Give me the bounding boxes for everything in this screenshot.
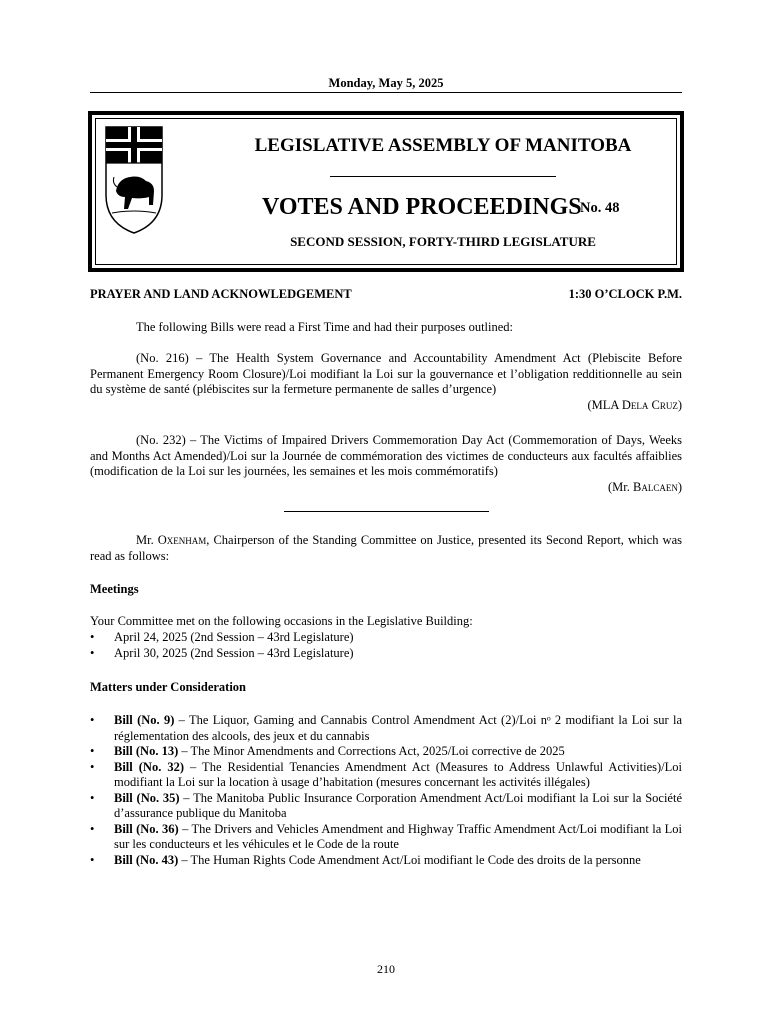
bill-number: Bill (No. 9) <box>114 713 175 727</box>
bill-number: Bill (No. 35) <box>114 790 180 805</box>
section-separator <box>284 511 489 512</box>
sponsor-prefix: (MLA <box>587 397 622 412</box>
meetings-heading: Meetings <box>90 582 139 596</box>
list-item: • Bill (No. 32) – The Residential Tenancies Amendment Act (Measures to Address Unlawful Activities)/Loi modifiant la Loi sur la location à usage d’habitation (mesures concernant les activités illégales) <box>90 759 683 789</box>
chairperson-name: Oxenham <box>157 533 207 547</box>
report-prefix: Mr. <box>136 533 158 547</box>
bill-title: – The Manitoba Public Insurance Corporation Amendment Act/Loi modifiant la Loi sur la Société d’assurance publique du Manitoba <box>114 790 682 820</box>
bill-number: Bill (No. 43) <box>114 852 179 867</box>
bill-text: (No. 232) – The Victims of Impaired Drivers Commemoration Day Act (Commemoration of Days, Weeks and Months Act Amended)/Loi sur la Journée de commémoration des victimes de conducteurs aux facultés affaiblies (modification de la Loi sur les journées, les semaines et les mois commémoratifs) <box>90 433 682 478</box>
bill-sponsor <box>90 480 682 496</box>
page-number: 210 <box>377 962 395 976</box>
bill-number: Bill (No. 32) <box>114 759 185 774</box>
sponsor-prefix: (Mr. <box>607 479 633 494</box>
bill-title: – The Minor Amendments and Corrections Act, 2025/Loi corrective de 2025 <box>178 744 565 758</box>
list-item: • Bill (No. 43) – The Human Rights Code Amendment Act/Loi modifiant le Code des droits de la personne <box>90 852 641 867</box>
list-item: • April 30, 2025 (2nd Session – 43rd Legislature) <box>90 645 354 660</box>
issue-number: No. 48 <box>580 200 620 216</box>
sitting-time: 1:30 O’CLOCK P.M. <box>568 287 682 301</box>
sponsor-suffix: ) <box>677 397 682 412</box>
session-label: SECOND SESSION, FORTY-THIRD LEGISLATURE <box>290 234 596 249</box>
list-item: • April 24, 2025 (2nd Session – 43rd Legislature) <box>90 630 354 644</box>
bill-title: – The Human Rights Code Amendment Act/Loi modifiant le Code des droits de la personne <box>178 852 641 867</box>
page-date: Monday, May 5, 2025 <box>328 76 444 90</box>
sponsor-name: Balcaen <box>632 479 678 494</box>
list-item: • Bill (No. 13) – The Minor Amendments and Corrections Act, 2025/Loi corrective de 2025 <box>90 744 565 758</box>
list-item: • Bill (No. 36) – The Drivers and Vehicles Amendment and Highway Traffic Amendment Act/Loi modifiant la Loi sur les conducteurs et les véhicules et le Code de la route <box>90 821 682 851</box>
report-text: , Chairperson of the Standing Committee on Justice, presented its Second Report, which was read as follows: <box>90 533 683 563</box>
date-rule <box>90 92 682 93</box>
bill-text: (No. 216) – The Health System Governance and Accountability Amendment Act (Plebiscite Before Permanent Emergency Room Closure)/Loi modifiant la Loi sur la gouvernance et l’obligation redditionnelle au sein du système de santé (plébiscites sur la fermeture permanente de salles d’urgence) <box>90 351 682 396</box>
matters-list <box>90 713 682 868</box>
title-rule <box>330 176 556 177</box>
matters-heading: Matters under Consideration <box>90 680 247 694</box>
bill-entry <box>90 351 682 413</box>
committee-report-intro <box>90 533 682 564</box>
coat-of-arms-icon <box>104 125 164 235</box>
assembly-title: LEGISLATIVE ASSEMBLY OF MANITOBA <box>254 135 632 156</box>
meetings-list <box>90 630 682 661</box>
list-item: • Bill (No. 35) – The Manitoba Public Insurance Corporation Amendment Act/Loi modifiant la Loi sur la Société d’assurance publique du Manitoba <box>90 790 682 820</box>
sponsor-name: Dela Cruz <box>621 397 678 412</box>
bill-title: – The Drivers and Vehicles Amendment and Highway Traffic Amendment Act/Loi modifiant la Loi sur les conducteurs et les véhicules et le Code de la route <box>114 821 682 851</box>
bill-number: Bill (No. 36) <box>114 821 179 836</box>
meeting-date: April 24, 2025 (2nd Session – 43rd Legislature) <box>114 630 354 644</box>
first-reading-intro: The following Bills were read a First Time and had their purposes outlined: <box>136 320 514 334</box>
meeting-date: April 30, 2025 (2nd Session – 43rd Legislature) <box>114 645 354 660</box>
bill-title: – The Liquor, Gaming and Cannabis Control Amendment Act (2)/Loi nᵒ 2 modifiant la Loi sur la réglementation des alcools, des jeux et du cannabis <box>114 713 683 743</box>
sponsor-suffix: ) <box>677 479 682 494</box>
bill-sponsor <box>90 398 682 414</box>
document-title: VOTES AND PROCEEDINGS <box>262 194 582 220</box>
prayer-heading: PRAYER AND LAND ACKNOWLEDGEMENT <box>90 287 352 301</box>
bill-title: – The Residential Tenancies Amendment Act (Measures to Address Unlawful Activities)/Loi modifiant la Loi sur la location à usage d’habitation (mesures concernant les activités illégales) <box>114 759 683 789</box>
meetings-intro: Your Committee met on the following occasions in the Legislative Building: <box>90 614 473 628</box>
list-item: • Bill (No. 9) – The Liquor, Gaming and Cannabis Control Amendment Act (2)/Loi nᵒ 2 modifiant la Loi sur la réglementation des alcools, des jeux et du cannabis <box>90 713 683 743</box>
bill-entry <box>90 433 682 495</box>
bill-number: Bill (No. 13) <box>114 744 179 758</box>
